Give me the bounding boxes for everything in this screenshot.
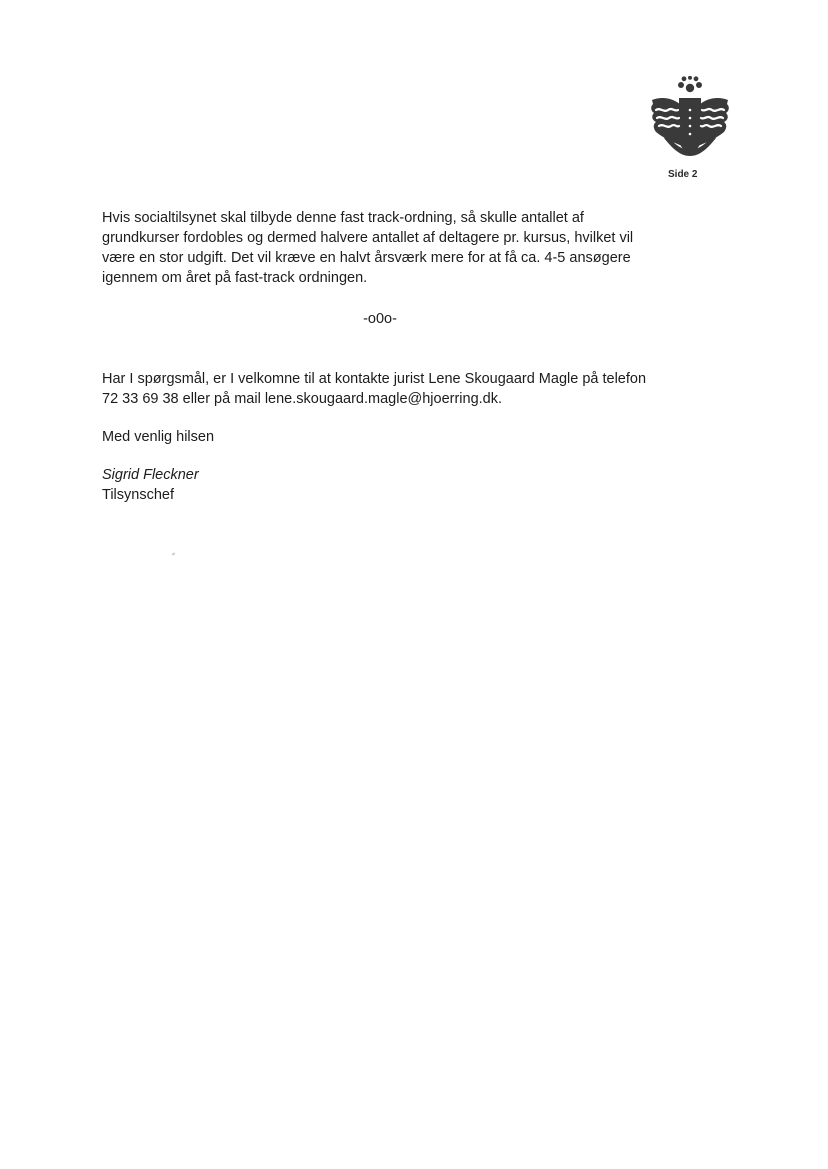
municipal-crest-icon xyxy=(646,76,734,162)
signer-name: Sigrid Fleckner xyxy=(102,467,199,483)
body-paragraph-contact: Har I spørgsmål, er I velkomne til at kontakte jurist Lene Skougaard Magle på telefon 72 33 69 38 eller på mail lene.skougaard.magle@hjoerring.dk. xyxy=(102,371,647,407)
closing-greeting: Med venlig hilsen xyxy=(102,429,215,445)
section-separator: -o0o- xyxy=(363,311,397,327)
signer-title: Tilsynschef xyxy=(102,487,174,503)
scan-speck xyxy=(172,552,176,555)
body-paragraph-fast-track: Hvis socialtilsynet skal tilbyde denne fast track-ordning, så skulle antallet af grundkurser fordobles og dermed halvere antallet af deltagere pr. kursus, hvilket vil være en stor udgift. Det vil kræve en halvt årsværk mere for at få ca. 4-5 ansøgere igennem om året på fast-track ordningen. xyxy=(102,210,634,286)
page-number: Side 2 xyxy=(668,169,698,180)
